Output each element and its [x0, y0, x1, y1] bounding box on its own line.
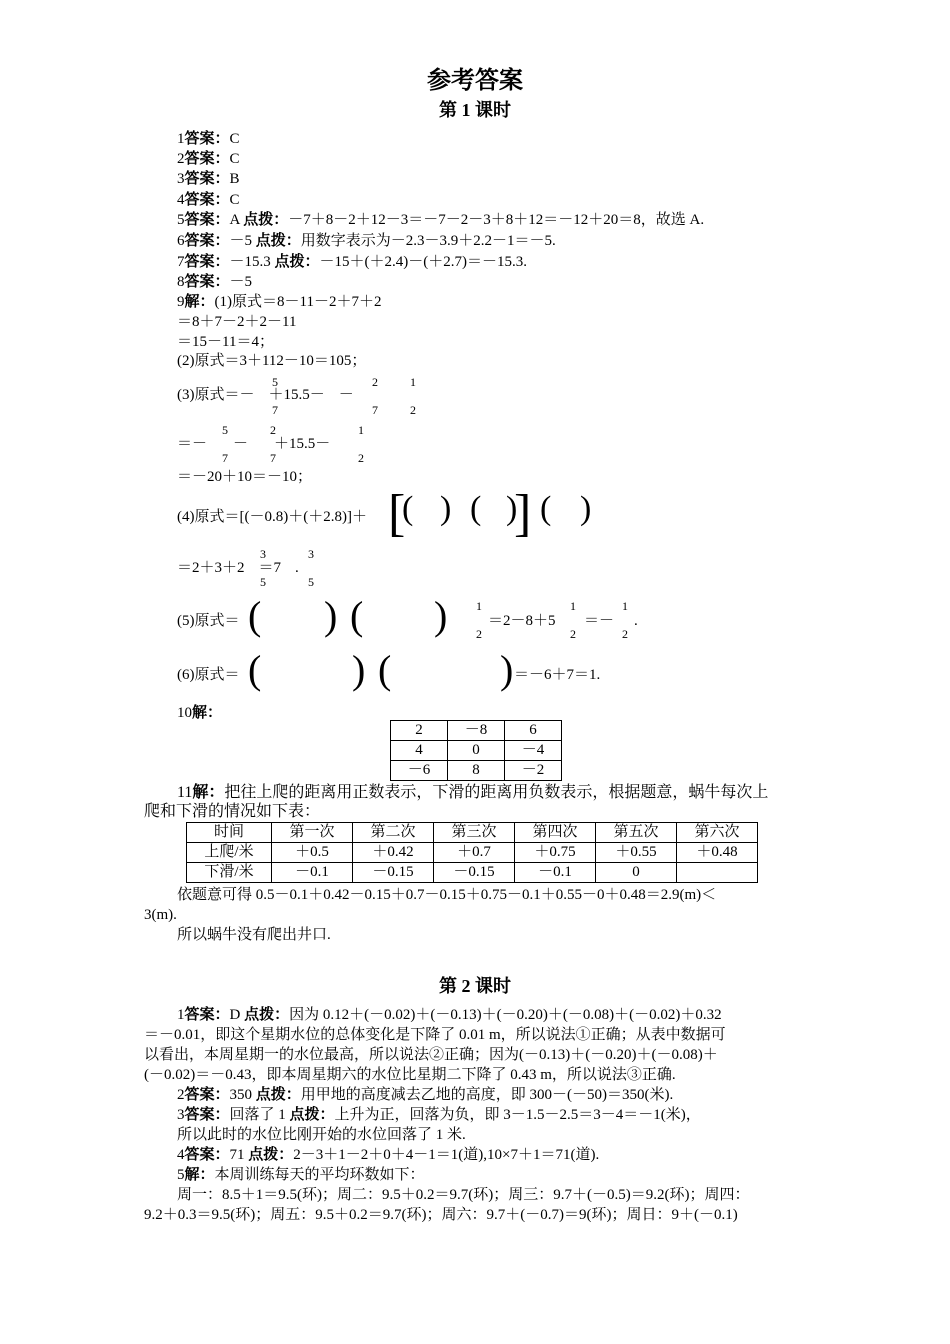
- fraction-denominator: 2: [622, 627, 628, 641]
- bracket-right: ]: [514, 485, 532, 542]
- q9-line-10: (5)原式＝: [177, 613, 240, 629]
- table-header: 第五次: [596, 823, 677, 843]
- fraction-numerator: 3: [308, 547, 314, 561]
- table-row: [391, 761, 562, 781]
- fraction-denominator: 7: [270, 451, 276, 465]
- fraction-denominator: 2: [570, 627, 576, 641]
- fraction-numerator: 1: [358, 423, 364, 437]
- l2-answer-1-line-4: (－0.02)＝－0.43，即本周星期六的水位比星期二下降了 0.43 m，所以说法③正确.: [144, 1067, 676, 1083]
- l2-answer-3-line-2: 所以此时的水位比刚开始的水位回落了 1 米.: [177, 1127, 466, 1143]
- q9-line-7: ＝－20＋10＝－10；: [177, 469, 313, 485]
- fraction-numerator: 1: [476, 599, 482, 613]
- answer-2: 2答案：C: [177, 151, 240, 167]
- table-cell: 8: [448, 761, 505, 781]
- table-cell: 下滑/米: [187, 863, 272, 883]
- paren: (: [248, 647, 262, 692]
- l2-answer-5-line-2: 9.2＋0.3＝9.5(环)；周五：9.5＋0.2＝9.7(环)；周六：9.7＋(－0.7)＝9(环)；周日：9＋(－0.1): [144, 1207, 738, 1223]
- lesson2-heading: 第 2 课时: [439, 976, 511, 996]
- table-header: 第一次: [272, 823, 353, 843]
- fraction-denominator: 5: [260, 575, 266, 589]
- table-cell: 0: [448, 741, 505, 761]
- paren: ): [352, 647, 366, 692]
- answer-8: 8答案：－5: [177, 274, 253, 290]
- table-cell: [677, 863, 758, 883]
- q11-intro-2: 爬和下滑的情况如下表：: [144, 803, 321, 820]
- fraction-numerator: 5: [272, 375, 278, 389]
- paren: (: [470, 490, 482, 527]
- paren: ): [324, 593, 338, 638]
- paren: ): [440, 490, 452, 527]
- q9-line-11: (6)原式＝: [177, 667, 240, 683]
- answer-4: 4答案：C: [177, 192, 240, 208]
- table-header: 第三次: [434, 823, 515, 843]
- fraction-denominator: 2: [358, 451, 364, 465]
- q9-line-9: ＝2＋3＋2 ＝7 .: [177, 560, 299, 576]
- l2-answer-2: 2答案：350 点拨：用甲地的高度减去乙地的高度，即 300－(－50)＝350(米).: [177, 1087, 674, 1103]
- fraction-denominator: 2: [476, 627, 482, 641]
- q11-calc-1: 依题意可得 0.5－0.1＋0.42－0.15＋0.7－0.15＋0.75－0.1＋0.55－0＋0.48＝2.9(m)＜: [177, 887, 717, 903]
- table-cell: －0.1: [515, 863, 596, 883]
- table-cell: －2: [505, 761, 562, 781]
- q9-line-3: ＝15－11＝4；: [177, 334, 274, 350]
- q9-line-10d: .: [634, 613, 638, 629]
- answer-5: 5答案：A 点拨：－7＋8－2＋12－3＝－7－2－3＋8＋12＝－12＋20＝8，故选 A.: [177, 212, 705, 228]
- table-row: [187, 863, 758, 883]
- l2-answer-1-line-3: 以看出，本周星期一的水位最高，所以说法②正确；因为(－0.13)＋(－0.20)＋(－0.08)＋: [144, 1047, 718, 1063]
- table-cell: 2: [391, 721, 448, 741]
- table-cell: －4: [505, 741, 562, 761]
- table-header: 时间: [187, 823, 272, 843]
- table-row: [391, 721, 562, 741]
- table-cell: ＋0.42: [353, 843, 434, 863]
- table-cell: 上爬/米: [187, 843, 272, 863]
- q9-line-6: ＝－ － ＋15.5－: [177, 436, 331, 452]
- document-title: 参考答案: [427, 68, 523, 94]
- paren: ): [506, 490, 518, 527]
- q10-label: 10解：: [177, 705, 223, 721]
- q9-line-2: ＝8＋7－2＋2－11: [177, 314, 297, 330]
- table-header-row: [187, 823, 758, 843]
- q9-line-10b: ＝2－8＋5: [488, 613, 556, 629]
- table-header: 第二次: [353, 823, 434, 843]
- table-cell: －8: [448, 721, 505, 741]
- bracket-left: [: [388, 485, 406, 542]
- table-cell: 6: [505, 721, 562, 741]
- paren: ): [434, 593, 448, 638]
- table-cell: ＋0.75: [515, 843, 596, 863]
- q9-line-1: 9解：(1)原式＝8－11－2＋7＋2: [177, 294, 382, 310]
- table-row: [187, 843, 758, 863]
- table-cell: ＋0.48: [677, 843, 758, 863]
- q9-line-11b: ＝－6＋7＝1.: [514, 667, 601, 683]
- q9-line-10c: ＝－: [584, 613, 615, 629]
- answer-1: 1答案：C: [177, 131, 240, 147]
- fraction-denominator: 5: [308, 575, 314, 589]
- table-cell: －0.1: [272, 863, 353, 883]
- q11-calc-2: 3(m).: [144, 907, 177, 923]
- q11-intro-1: 11解：把往上爬的距离用正数表示，下滑的距离用负数表示，根据题意，蜗牛每次上: [177, 784, 769, 801]
- l2-answer-1-line-2: ＝－0.01，即这个星期水位的总体变化是下降了 0.01 m，所以说法①正确；从表中数据可: [144, 1027, 726, 1043]
- fraction-denominator: 7: [272, 403, 278, 417]
- table-row: [391, 741, 562, 761]
- table-cell: 0: [596, 863, 677, 883]
- table-header: 第四次: [515, 823, 596, 843]
- fraction-numerator: 3: [260, 547, 266, 561]
- paren: (: [378, 647, 392, 692]
- paren: ): [580, 490, 592, 527]
- q9-line-8: (4)原式＝[(－0.8)＋(＋2.8)]＋: [177, 509, 367, 525]
- snail-table: [186, 822, 758, 883]
- fraction-numerator: 2: [270, 423, 276, 437]
- fraction-denominator: 7: [372, 403, 378, 417]
- table-cell: －0.15: [434, 863, 515, 883]
- magic-square-table: [390, 720, 562, 781]
- answer-6: 6答案：－5 点拨：用数字表示为－2.3－3.9＋2.2－1＝－5.: [177, 233, 556, 249]
- l2-answer-5-intro: 5解：本周训练每天的平均环数如下：: [177, 1167, 425, 1183]
- fraction-numerator: 1: [622, 599, 628, 613]
- paren: (: [350, 593, 364, 638]
- paren: (: [248, 593, 262, 638]
- table-cell: ＋0.55: [596, 843, 677, 863]
- fraction-numerator: 1: [570, 599, 576, 613]
- fraction-numerator: 5: [222, 423, 228, 437]
- paren: (: [540, 490, 552, 527]
- fraction-numerator: 1: [410, 375, 416, 389]
- table-cell: ＋0.7: [434, 843, 515, 863]
- l2-answer-1-line-1: 1答案：D 点拨：因为 0.12＋(－0.02)＋(－0.13)＋(－0.20)＋(－0.08)＋(－0.02)＋0.32: [177, 1007, 722, 1023]
- table-cell: －0.15: [353, 863, 434, 883]
- table-cell: －6: [391, 761, 448, 781]
- fraction-denominator: 2: [410, 403, 416, 417]
- l2-answer-4: 4答案：71 点拨：2－3＋1－2＋0＋4－1＝1(道),10×7＋1＝71(道).: [177, 1147, 600, 1163]
- answer-3: 3答案：B: [177, 171, 240, 187]
- fraction-denominator: 7: [222, 451, 228, 465]
- l2-answer-3-line-1: 3答案：回落了 1 点拨：上升为正，回落为负，即 3－1.5－2.5＝3－4＝－1(米)，: [177, 1107, 701, 1123]
- table-cell: ＋0.5: [272, 843, 353, 863]
- table-cell: 4: [391, 741, 448, 761]
- paren: ): [500, 647, 514, 692]
- l2-answer-5-line-1: 周一：8.5＋1＝9.5(环)；周二：9.5＋0.2＝9.7(环)；周三：9.7＋(－0.5)＝9.2(环)；周四：: [177, 1187, 750, 1203]
- q9-line-5: (3)原式＝－ ＋15.5－ －: [177, 387, 354, 403]
- fraction-numerator: 2: [372, 375, 378, 389]
- paren: (: [402, 490, 414, 527]
- q11-conclusion: 所以蜗牛没有爬出井口.: [177, 927, 331, 943]
- q9-line-4: (2)原式＝3＋112－10＝105；: [177, 353, 367, 369]
- table-header: 第六次: [677, 823, 758, 843]
- answer-7: 7答案：－15.3 点拨：－15＋(＋2.4)－(＋2.7)＝－15.3.: [177, 254, 528, 270]
- lesson1-heading: 第 1 课时: [439, 100, 511, 120]
